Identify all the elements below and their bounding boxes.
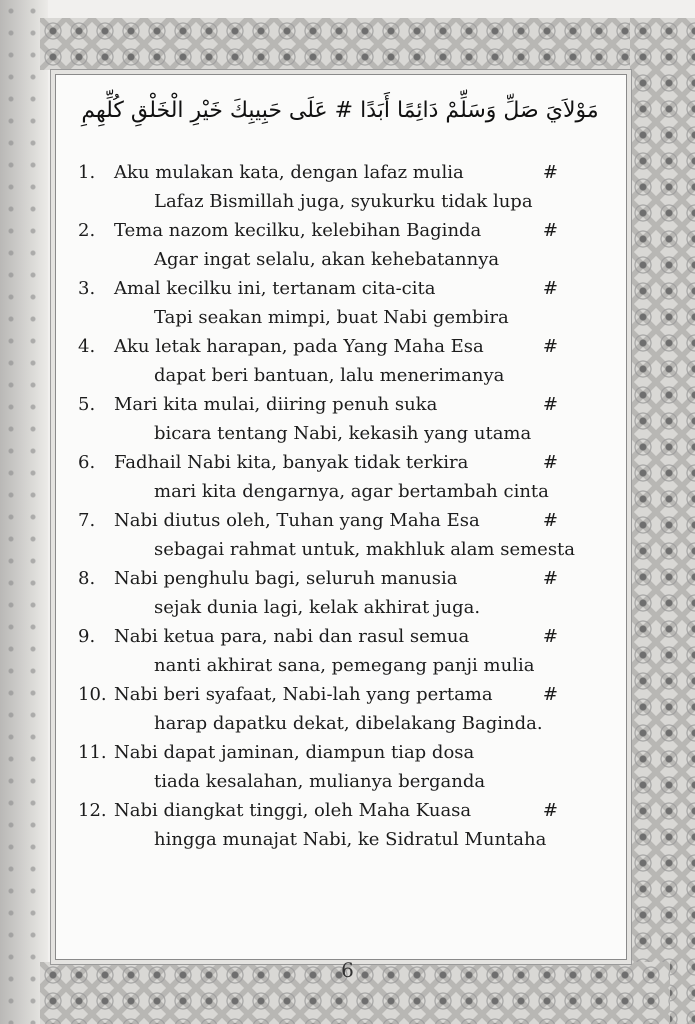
verse-first-line (78, 564, 568, 593)
verse-first-line (78, 332, 568, 361)
verse-first-line-text: Amal kecilku ini, tertanam cita-cita (114, 278, 436, 299)
verse-second-line: bicara tentang Nabi, kekasih yang utama (154, 423, 532, 444)
verse-second-line: sejak dunia lagi, kelak akhirat juga. (154, 597, 481, 618)
verse-item (78, 448, 568, 506)
verse-number: 2. (78, 220, 96, 241)
verse-item (78, 274, 568, 332)
verse-number: 8. (78, 568, 96, 589)
verse-number: 10. (78, 684, 107, 705)
verse-separator: # (542, 510, 558, 531)
verse-second-line: tiada kesalahan, mulianya berganda (154, 771, 486, 792)
verse-item (78, 390, 568, 448)
verse-first-line-text: Nabi beri syafaat, Nabi-lah yang pertama (114, 684, 493, 705)
verse-item (78, 622, 568, 680)
verse-separator: # (542, 220, 558, 241)
verse-first-line-text: Aku letak harapan, pada Yang Maha Esa (114, 336, 484, 357)
verse-first-line (78, 158, 568, 187)
verse-number: 9. (78, 626, 96, 647)
verse-first-line-text: Aku mulakan kata, dengan lafaz mulia (114, 162, 464, 183)
verse-first-line-text: Nabi penghulu bagi, seluruh manusia (114, 568, 458, 589)
top-ornamental-border (40, 18, 640, 70)
verse-separator: # (542, 278, 558, 299)
verse-first-line-text: Nabi ketua para, nabi dan rasul semua (114, 626, 470, 647)
verse-second-line: mari kita dengarnya, agar bertambah cinta (154, 481, 549, 502)
verse-number: 7. (78, 510, 96, 531)
verse-item (78, 738, 568, 796)
verse-second-line: harap dapatku dekat, dibelakang Baginda. (154, 713, 543, 734)
verse-separator: # (542, 684, 558, 705)
verse-second-line: sebagai rahmat untuk, makhluk alam semesta (154, 539, 576, 560)
verse-item (78, 216, 568, 274)
verse-first-line-text: Nabi diangkat tinggi, oleh Maha Kuasa (114, 800, 472, 821)
verse-first-line (78, 448, 568, 477)
verse-number: 5. (78, 394, 96, 415)
verse-first-line (78, 796, 568, 825)
verse-first-line (78, 506, 568, 535)
verse-list (78, 158, 576, 854)
verse-number: 3. (78, 278, 96, 299)
verse-item (78, 564, 568, 622)
verse-first-line-text: Tema nazom kecilku, kelebihan Baginda (114, 220, 482, 241)
verse-number: 4. (78, 336, 96, 357)
verse-number: 12. (78, 800, 107, 821)
verse-item (78, 332, 568, 390)
verse-item (78, 158, 568, 216)
verse-first-line (78, 738, 568, 767)
verse-number: 1. (78, 162, 96, 183)
verse-second-line: nanti akhirat sana, pemegang panji mulia (154, 655, 535, 676)
verse-second-line: Agar ingat selalu, akan kehebatannya (154, 249, 500, 270)
verse-separator: # (542, 452, 558, 473)
verse-separator: # (542, 162, 558, 183)
verse-first-line-text: Fadhail Nabi kita, banyak tidak terkira (114, 452, 469, 473)
verse-number: 6. (78, 452, 96, 473)
verse-first-line-text: Nabi diutus oleh, Tuhan yang Maha Esa (114, 510, 480, 531)
verse-separator: # (542, 626, 558, 647)
page-number: 6 (341, 958, 354, 982)
verse-first-line (78, 274, 568, 303)
verse-item (78, 796, 568, 854)
left-page-shadow (0, 0, 48, 1024)
verse-first-line-text: Nabi dapat jaminan, diampun tiap dosa (114, 742, 475, 763)
verse-second-line: hingga munajat Nabi, ke Sidratul Muntaha (154, 829, 547, 850)
verse-first-line (78, 622, 568, 651)
verse-second-line: Tapi seakan mimpi, buat Nabi gembira (154, 307, 509, 328)
verse-first-line (78, 680, 568, 709)
verse-separator: # (542, 568, 558, 589)
verse-separator: # (542, 336, 558, 357)
arabic-header: مَوْلاَيَ صَلِّ وَسَلِّمْ دَائِمًا أَبَدًا # عَلَى حَبِيبِكَ خَيْرِ الْخَلْقِ كُلِّهِمِ (81, 98, 599, 123)
verse-item (78, 680, 568, 738)
right-ornamental-border (630, 18, 695, 1024)
verse-first-line (78, 216, 568, 245)
verse-first-line (78, 390, 568, 419)
verse-number: 11. (78, 742, 107, 763)
verse-second-line: dapat beri bantuan, lalu menerimanya (154, 365, 505, 386)
verse-second-line: Lafaz Bismillah juga, syukurku tidak lupa (154, 191, 533, 212)
verse-separator: # (542, 394, 558, 415)
verse-separator: # (542, 800, 558, 821)
verse-item (78, 506, 576, 564)
verse-first-line-text: Mari kita mulai, diiring penuh suka (114, 394, 438, 415)
